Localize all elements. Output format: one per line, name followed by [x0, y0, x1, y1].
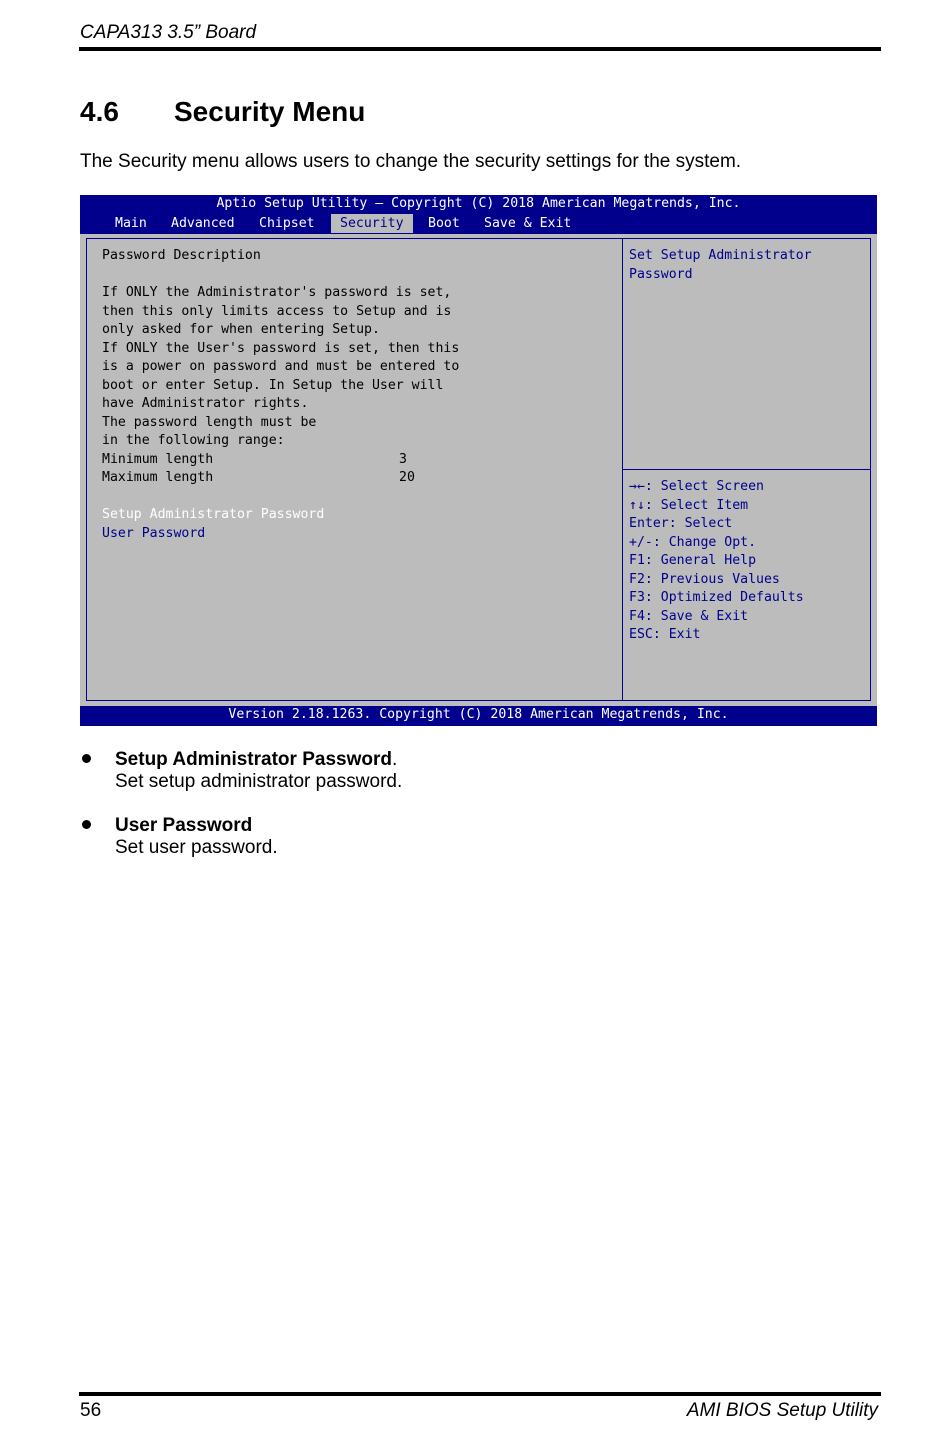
section-heading: [80, 96, 365, 128]
key-change-opt: +/-: Change Opt.: [629, 534, 757, 550]
user-password-item[interactable]: User Password: [102, 525, 206, 541]
bullet-dot: [82, 754, 91, 763]
header-rule: [79, 47, 881, 51]
bullet-title-suffix: .: [391, 749, 398, 770]
tab-boot[interactable]: Boot: [428, 216, 460, 231]
description-line: If ONLY the User's password is set, then this: [102, 340, 460, 356]
help-text-line: Password: [629, 266, 693, 282]
key-previous-values: F2: Previous Values: [629, 571, 780, 587]
max-length-value: 20: [399, 470, 415, 485]
max-length-label: Maximum length: [102, 470, 214, 485]
section-number: 4.6: [80, 96, 119, 127]
bullet-title-text: Setup Administrator Password: [115, 749, 392, 770]
min-length-value: 3: [399, 451, 407, 467]
key-save-exit: F4: Save & Exit: [629, 608, 749, 624]
description-line: is a power on password and must be entered to: [102, 359, 460, 374]
description-line: have Administrator rights.: [102, 396, 309, 411]
description-line: The password length must be: [102, 414, 317, 430]
description-line: Password Description: [102, 248, 261, 263]
footer-title: AMI BIOS Setup Utility: [686, 1400, 878, 1421]
tab-security[interactable]: Security: [331, 214, 413, 233]
bios-title: Aptio Setup Utility – Copyright (C) 2018 American Megatrends, Inc.: [216, 196, 741, 211]
bullet-title-text: User Password: [115, 815, 253, 836]
description-line: only asked for when entering Setup.: [102, 322, 380, 337]
bullet-description: Set user password.: [115, 837, 278, 858]
tab-chipset[interactable]: Chipset: [259, 216, 315, 231]
bullet-title: [115, 749, 397, 771]
key-enter-select: Enter: Select: [629, 516, 733, 531]
key-exit: ESC: Exit: [629, 627, 701, 642]
bios-help-divider: [623, 469, 870, 470]
bios-title-bar: [80, 195, 877, 234]
footer-rule: [79, 1392, 881, 1396]
tab-save-exit[interactable]: Save & Exit: [484, 216, 572, 231]
key-optimized-defaults: F3: Optimized Defaults: [629, 590, 804, 605]
bullet-title: [115, 815, 252, 837]
page-number: 56: [80, 1400, 102, 1421]
setup-administrator-password-item[interactable]: Setup Administrator Password: [102, 507, 325, 522]
key-select-screen: →←: Select Screen: [629, 479, 764, 494]
min-length-label: Minimum length: [102, 451, 214, 467]
description-line: If ONLY the Administrator's password is set,: [102, 285, 452, 300]
tab-advanced[interactable]: Advanced: [171, 216, 235, 231]
bullet-description: Set setup administrator password.: [115, 771, 403, 792]
section-intro: The Security menu allows users to change the security settings for the system.: [80, 151, 742, 172]
key-select-item: ↑↓: Select Item: [629, 497, 749, 513]
section-title: Security Menu: [174, 96, 366, 127]
bios-main-panel: [86, 238, 871, 701]
key-general-help: F1: General Help: [629, 553, 757, 568]
help-text-line: Set Setup Administrator: [629, 248, 812, 263]
description-line: in the following range:: [102, 433, 285, 448]
tab-main[interactable]: Main: [115, 216, 147, 231]
bios-version-text: Version 2.18.1263. Copyright (C) 2018 American Megatrends, Inc.: [228, 707, 729, 722]
bios-screenshot: [80, 195, 877, 726]
description-line: then this only limits access to Setup and is: [102, 303, 452, 319]
bios-footer-bar: [80, 706, 877, 726]
bullet-dot: [82, 820, 91, 829]
header-title: CAPA313 3.5” Board: [80, 22, 257, 43]
description-line: boot or enter Setup. In Setup the User will: [102, 377, 444, 393]
